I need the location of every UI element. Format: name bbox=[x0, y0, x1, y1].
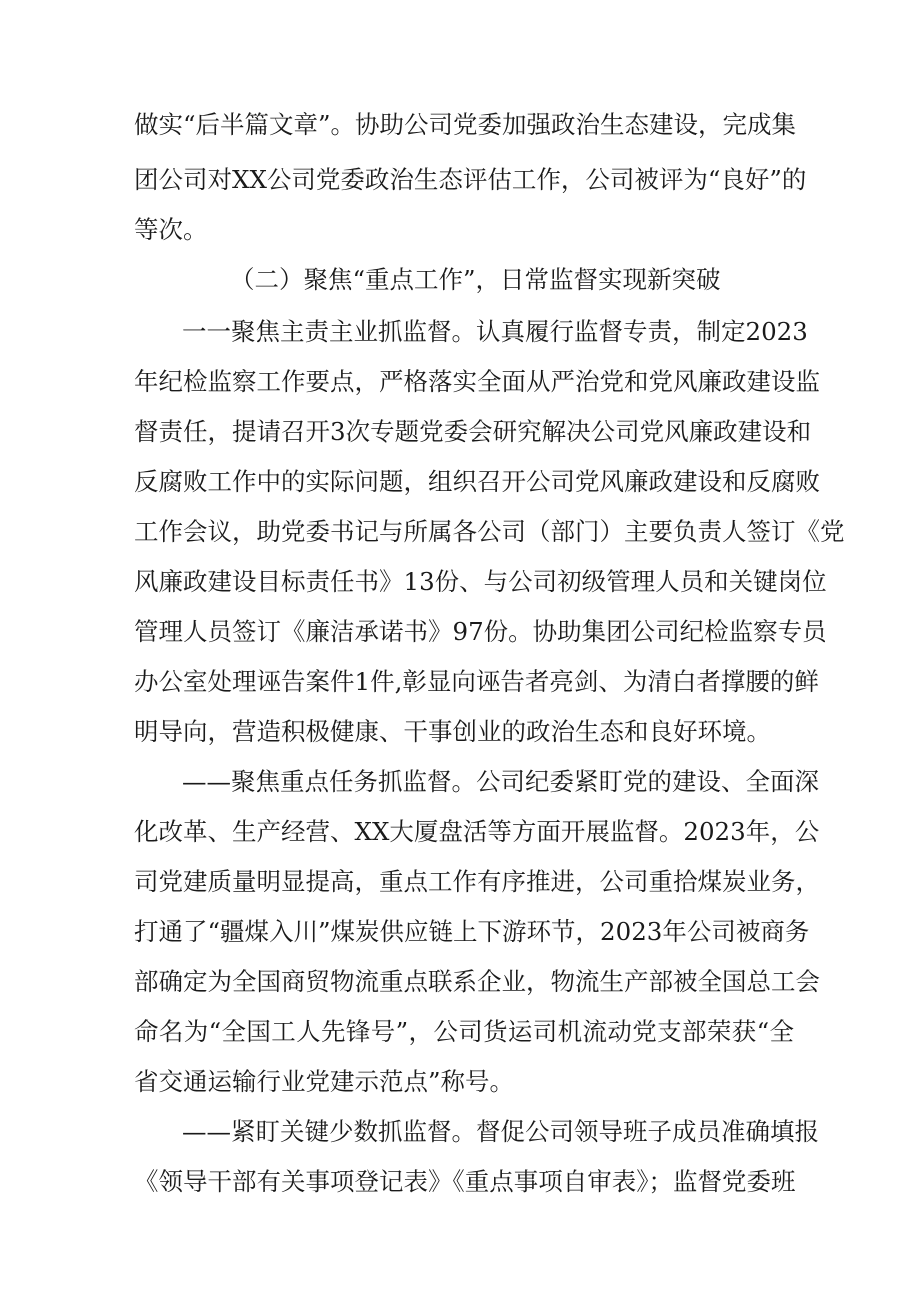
text-line: 工作会议，助党委书记与所属各公司（部门）主要负责人签订《党 bbox=[134, 517, 845, 546]
text-line: ——紧盯关键少数抓监督。督促公司领导班子成员准确填报 bbox=[182, 1117, 819, 1146]
text-line: 等次。 bbox=[134, 215, 208, 244]
text-line: 命名为“全国工人先锋号”，公司货运司机流动党支部荣获“全 bbox=[134, 1017, 794, 1046]
text-line: 反腐败工作中的实际问题，组织召开公司党风廉政建设和反腐败 bbox=[134, 467, 820, 496]
text-line: 《领导干部有关事项登记表》《重点事项自审表》；监督党委班 bbox=[134, 1167, 796, 1196]
text-line: 督责任，提请召开3次专题党委会研究解决公司党风廉政建设和 bbox=[134, 417, 812, 446]
text-line: 部确定为全国商贸物流重点联系企业，物流生产部被全国总工会 bbox=[134, 967, 820, 996]
text-line: ——聚焦重点任务抓监督。公司纪委紧盯党的建设、全面深 bbox=[182, 767, 819, 796]
text-line: 司党建质量明显提高，重点工作有序推进，公司重拾煤炭业务， bbox=[134, 867, 820, 896]
text-line: 明导向，营造积极健康、干事创业的政治生态和良好环境。 bbox=[134, 717, 771, 746]
text-line: 省交通运输行业党建示范点”称号。 bbox=[134, 1067, 515, 1096]
text-line: 风廉政建设目标责任书》13份、与公司初级管理人员和关键岗位 bbox=[134, 567, 827, 596]
section-heading: （二）聚焦“重点工作”，日常监督实现新突破 bbox=[230, 265, 721, 294]
text-line: 一一聚焦主责主业抓监督。认真履行监督专责，制定2023 bbox=[182, 317, 808, 346]
text-line: 化改革、生产经营、XX大厦盘活等方面开展监督。2023年，公 bbox=[134, 817, 820, 846]
text-line: 做实“后半篇文章”。协助公司党委加强政治生态建设，完成集 bbox=[134, 110, 797, 139]
text-line: 管理人员签订《廉洁承诺书》97份。协助集团公司纪检监察专员 bbox=[134, 617, 827, 646]
text-line: 年纪检监察工作要点，严格落实全面从严治党和党风廉政建设监 bbox=[134, 367, 820, 396]
text-line: 打通了“疆煤入川”煤炭供应链上下游环节，2023年公司被商务 bbox=[134, 917, 810, 946]
text-line: 办公室处理诬告案件1件,彰显向诬告者亮剑、为清白者撑腰的鲜 bbox=[134, 667, 819, 696]
text-line: 团公司对XX公司党委政治生态评估工作，公司被评为“良好”的 bbox=[134, 165, 807, 194]
